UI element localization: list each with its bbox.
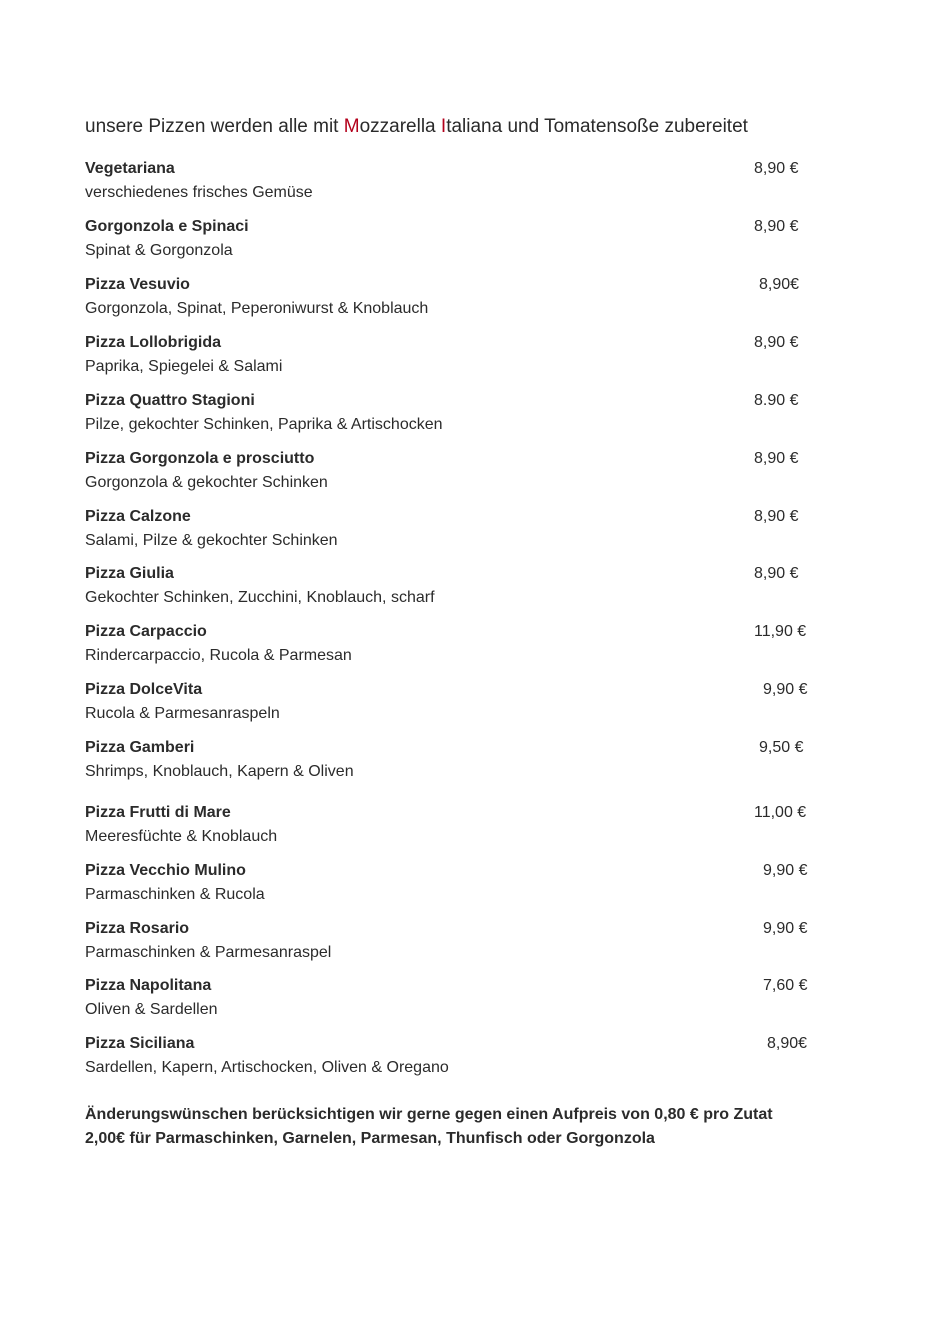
item-name: Pizza Gorgonzola e prosciutto xyxy=(85,450,315,467)
menu-item xyxy=(85,1035,825,1083)
intro-part2: ozzarella xyxy=(359,116,441,137)
item-desc: Oliven & Sardellen xyxy=(85,1001,218,1018)
intro-line xyxy=(85,116,865,138)
menu-item xyxy=(85,334,825,382)
item-name: Pizza Frutti di Mare xyxy=(85,804,231,821)
item-desc: Paprika, Spiegelei & Salami xyxy=(85,358,283,375)
item-name: Pizza Vecchio Mulino xyxy=(85,862,246,879)
menu-item xyxy=(85,623,825,671)
item-price: 9,50 € xyxy=(759,739,804,756)
item-price: 9,90 € xyxy=(763,681,808,698)
item-desc: Salami, Pilze & gekochter Schinken xyxy=(85,532,338,549)
intro-part1: unsere Pizzen werden alle mit xyxy=(85,116,344,137)
item-desc: Pilze, gekochter Schinken, Paprika & Artischocken xyxy=(85,416,443,433)
surcharge-note xyxy=(85,1103,865,1151)
item-price: 8,90€ xyxy=(767,1035,808,1052)
menu-item xyxy=(85,392,825,440)
item-desc: Meeresfüchte & Knoblauch xyxy=(85,828,278,845)
intro-i: I xyxy=(440,116,447,137)
menu-item xyxy=(85,450,825,498)
item-price: 8.90 € xyxy=(754,392,799,409)
menu-item xyxy=(85,160,825,208)
surcharge-line-2: 2,00€ für Parmaschinken, Garnelen, Parmesan, Thunfisch oder Gorgonzola xyxy=(85,1130,655,1147)
item-desc: Gekochter Schinken, Zucchini, Knoblauch, scharf xyxy=(85,589,435,606)
item-desc: Sardellen, Kapern, Artischocken, Oliven & Oregano xyxy=(85,1059,449,1076)
item-price: 8,90 € xyxy=(754,508,799,525)
item-name: Pizza Lollobrigida xyxy=(85,334,222,351)
item-name: Pizza Napolitana xyxy=(85,977,212,994)
item-desc: Shrimps, Knoblauch, Kapern & Oliven xyxy=(85,763,354,780)
item-price: 8,90 € xyxy=(754,160,799,177)
menu-item xyxy=(85,920,825,968)
item-name: Pizza Rosario xyxy=(85,920,190,937)
item-price: 8,90 € xyxy=(754,218,799,235)
item-name: Pizza Siciliana xyxy=(85,1035,195,1052)
item-price: 9,90 € xyxy=(763,862,808,879)
menu-item xyxy=(85,276,825,324)
item-desc: Gorgonzola, Spinat, Peperoniwurst & Knoblauch xyxy=(85,300,429,317)
item-desc: Spinat & Gorgonzola xyxy=(85,242,233,259)
intro-m: M xyxy=(343,116,360,137)
item-desc: Parmaschinken & Parmesanraspel xyxy=(85,944,332,961)
item-price: 8,90 € xyxy=(754,565,799,582)
menu-item xyxy=(85,862,825,910)
surcharge-line-1: Änderungswünschen berücksichtigen wir gerne gegen einen Aufpreis von 0,80 € pro Zutat xyxy=(85,1106,773,1123)
item-price: 9,90 € xyxy=(763,920,808,937)
item-price: 11,90 € xyxy=(754,623,807,640)
menu-item xyxy=(85,804,825,852)
menu-item xyxy=(85,977,825,1025)
item-name: Pizza Calzone xyxy=(85,508,191,525)
item-name: Vegetariana xyxy=(85,160,175,177)
item-desc: Parmaschinken & Rucola xyxy=(85,886,265,903)
item-name: Gorgonzola e Spinaci xyxy=(85,218,249,235)
item-name: Pizza Vesuvio xyxy=(85,276,190,293)
intro-part3: taliana und Tomatensoße zubereitet xyxy=(446,116,748,137)
item-name: Pizza Carpaccio xyxy=(85,623,207,640)
item-price: 8,90 € xyxy=(754,334,799,351)
menu-item xyxy=(85,739,825,787)
menu-item xyxy=(85,565,825,613)
menu-item xyxy=(85,681,825,729)
menu-item xyxy=(85,508,825,556)
item-desc: Rindercarpaccio, Rucola & Parmesan xyxy=(85,647,352,664)
item-price: 7,60 € xyxy=(763,977,808,994)
item-name: Pizza DolceVita xyxy=(85,681,203,698)
menu-item xyxy=(85,218,825,266)
item-price: 11,00 € xyxy=(754,804,807,821)
item-price: 8,90 € xyxy=(754,450,799,467)
item-desc: verschiedenes frisches Gemüse xyxy=(85,184,313,201)
item-name: Pizza Gamberi xyxy=(85,739,195,756)
item-desc: Rucola & Parmesanraspeln xyxy=(85,705,280,722)
item-name: Pizza Giulia xyxy=(85,565,174,582)
item-desc: Gorgonzola & gekochter Schinken xyxy=(85,474,328,491)
item-price: 8,90€ xyxy=(759,276,800,293)
item-name: Pizza Quattro Stagioni xyxy=(85,392,255,409)
